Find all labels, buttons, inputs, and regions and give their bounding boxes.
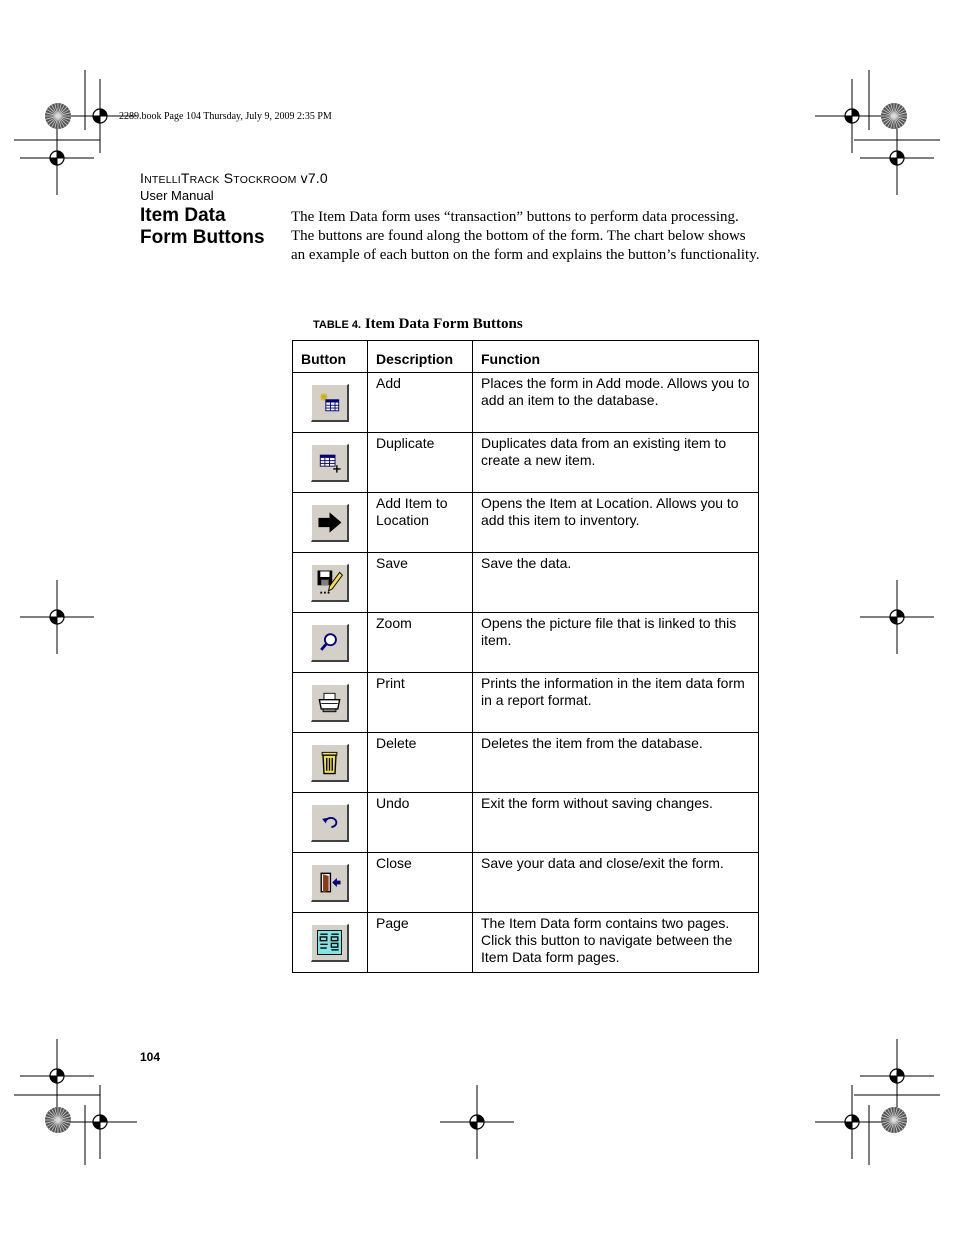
table-row (293, 373, 759, 433)
row-description: Print (368, 673, 473, 733)
registration-starburst (881, 103, 907, 129)
row-description: Save (368, 553, 473, 613)
registration-crosshair (860, 580, 934, 654)
table-row (293, 553, 759, 613)
table-row (293, 913, 759, 973)
row-function: Exit the form without saving changes. (473, 793, 759, 853)
row-function: The Item Data form contains two pages. Click this button to navigate between the Item Data form pages. (473, 913, 759, 973)
row-function: Prints the information in the item data form in a report format. (473, 673, 759, 733)
table-row (293, 673, 759, 733)
table-row (293, 433, 759, 493)
row-function: Places the form in Add mode. Allows you to add an item to the database. (473, 373, 759, 433)
zoom-icon (311, 624, 349, 662)
row-description: Zoom (368, 613, 473, 673)
table-header-row (293, 341, 759, 373)
registration-crosshair (440, 1085, 514, 1159)
row-description: Close (368, 853, 473, 913)
page-icon (311, 924, 349, 962)
buttons-table (292, 340, 759, 973)
trash-icon (311, 744, 349, 782)
page-number: 104 (140, 1050, 161, 1064)
undo-icon (311, 804, 349, 842)
row-function: Opens the Item at Location. Allows you to add this item to inventory. (473, 493, 759, 553)
row-description: Page (368, 913, 473, 973)
table-row (293, 493, 759, 553)
row-description: Delete (368, 733, 473, 793)
row-function: Save the data. (473, 553, 759, 613)
row-function: Opens the picture file that is linked to this item. (473, 613, 759, 673)
registration-starburst (45, 1107, 71, 1133)
print-icon (311, 684, 349, 722)
table-caption: TABLE 4. Item Data Form Buttons (313, 316, 523, 332)
intro-paragraph: The Item Data form uses “transaction” buttons to perform data processing. The buttons are found along the bottom of the form. The chart below shows an example of each button on the form and explains the button’s functionality. (291, 209, 760, 263)
duplicate-icon (311, 444, 349, 482)
column-header-description: Description (368, 341, 473, 373)
table-row (293, 733, 759, 793)
row-function: Duplicates data from an existing item to create a new item. (473, 433, 759, 493)
row-description: Duplicate (368, 433, 473, 493)
add-icon (311, 384, 349, 422)
row-description: Add (368, 373, 473, 433)
registration-crosshair (20, 1039, 94, 1113)
column-header-function: Function (473, 341, 759, 373)
table-row (293, 793, 759, 853)
registration-crosshair (860, 1039, 934, 1113)
registration-crosshair (63, 1085, 137, 1159)
close-door-icon (311, 864, 349, 902)
save-icon (311, 564, 349, 602)
arrow-right-icon (311, 504, 349, 542)
print-slug: 2289.book Page 104 Thursday, July 9, 2009 2:35 PM (119, 111, 332, 122)
running-header-product: INTELLITRACK STOCKROOM v7.0 (140, 170, 328, 186)
row-description: Undo (368, 793, 473, 853)
section-title: Item Data Form Buttons (140, 205, 265, 248)
table-row (293, 613, 759, 673)
table-row (293, 853, 759, 913)
registration-starburst (45, 103, 71, 129)
registration-crosshair (815, 1085, 889, 1159)
column-header-button: Button (293, 341, 368, 373)
registration-crosshair (20, 580, 94, 654)
row-function: Deletes the item from the database. (473, 733, 759, 793)
registration-crosshair (815, 79, 889, 153)
row-description: Add Item to Location (368, 493, 473, 553)
registration-crosshair (860, 121, 934, 195)
row-function: Save your data and close/exit the form. (473, 853, 759, 913)
running-header-subtitle: User Manual (140, 188, 214, 203)
registration-starburst (881, 1107, 907, 1133)
registration-crosshair (20, 121, 94, 195)
